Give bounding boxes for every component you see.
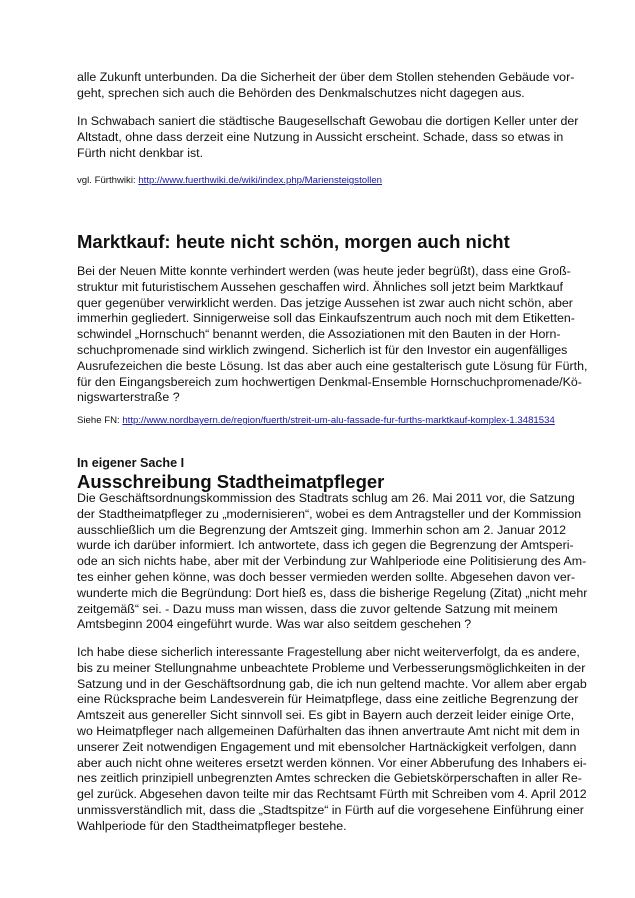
text-line: Amtszeit aus genereller Sicht sinnvoll sei. Es gibt in Bayern auch derzeit leider einige Orte, xyxy=(77,708,575,723)
text-line: nes zeitlich prinzipiell unbegrenzten Amtes schrecken die Gebietskörperschaften in aller Re- xyxy=(77,771,582,786)
text-line: Altstadt, ohne dass derzeit eine Nutzung in Aussicht erscheint. Schade, dass so etwas in xyxy=(77,129,564,144)
text-line: ausschließlich um die Begrenzung der Amtszeit ging. Immerhin schon am 2. Januar 2012 xyxy=(77,522,566,537)
intro-paragraph-1 xyxy=(77,70,577,102)
text-line: Satzung und in der Geschäftsordnung gab, die ich nun geltend machte. Vor allem aber ergab xyxy=(77,676,587,691)
text-line: Wahlperiode für den Stadtheimatpfleger bestehe. xyxy=(77,818,347,833)
text-line: Fürth nicht denkbar ist. xyxy=(77,145,204,160)
text-line: Ausrufezeichen die beste Lösung. Ist das aber auch eine gestalterisch gute Lösung für Fürth, xyxy=(77,358,588,373)
text-line: struktur mit futuristischem Aussehen geschaffen wird. Ähnliches soll jetzt beim Marktkauf xyxy=(77,279,563,294)
text-line: tes einher gehen könne, was doch besser vermieden werden sollte. Abgesehen davon ver- xyxy=(77,569,576,584)
marktkauf-paragraph xyxy=(77,264,588,406)
text-line: immerhin gegliedert. Sinnigerweise soll das Einkaufszentrum auch noch mit dem Etiketten- xyxy=(77,311,575,326)
text-line: nigswarterstraße ? xyxy=(77,390,180,405)
text-line: unserer Zeit notwendigen Engagement und mit ebensolcher Hartnäckigkeit verfolgen, dann xyxy=(77,739,577,754)
stadtheimatpfleger-paragraph-1 xyxy=(77,491,588,633)
text-line: ode an sich nichts habe, aber mit der Verbindung zur Wahlperiode eine Politisierung des Am- xyxy=(77,554,587,569)
text-line: wurde ich darüber informiert. Ich antwortete, dass ich gegen die Begrenzung der Amtsperi- xyxy=(77,538,574,553)
fuerthwiki-reference xyxy=(77,175,577,187)
nordbayern-link[interactable]: http://www.nordbayern.de/region/fuerth/streit-um-alu-fassade-fur-furths-marktkauf-komplex-1.3481534 xyxy=(122,415,555,426)
text-line: geht, sprechen sich auch die Behörden des Denkmalschutzes nicht dagegen aus. xyxy=(77,85,525,100)
text-line: der Stadtheimatpfleger zu „modernisieren“, wobei es dem Antragsteller und der Kommission xyxy=(77,506,582,521)
text-line: für den Eingangsbereich zum hochwertigen Denkmal-Ensemble Hornschuchpromenade/Kö- xyxy=(77,374,582,389)
nordbayern-reference xyxy=(77,415,577,427)
text-line: zeitgemäß“ sei. - Dazu muss man wissen, dass die zuvor geltende Satzung mit meinem xyxy=(77,601,558,616)
reference-label: vgl. Fürthwiki: xyxy=(77,175,139,186)
text-line: Bei der Neuen Mitte konnte verhindert werden (was heute jeder begrüßt), dass eine Groß- xyxy=(77,264,571,278)
text-line: wunderte mich die Begründung: Dort hieß es, dass die bisherige Regelung (Zitat) „nicht mehr xyxy=(77,585,588,600)
reference-label: Siehe FN: xyxy=(77,415,123,426)
intro-paragraph-2 xyxy=(77,114,577,161)
stadtheimatpfleger-paragraph-2 xyxy=(77,645,587,835)
text-line: schuchpromenade sind wirklich zwingend. Sicherlich ist für den Investor ein augenfälliges xyxy=(77,342,568,357)
fuerthwiki-link[interactable]: http://www.fuerthwiki.de/wiki/index.php/Mariensteigstollen xyxy=(138,175,383,186)
text-line: bis zu meiner Stellungnahme unbeachtete Probleme und Verbesserungsmöglichkeiten in der xyxy=(77,660,586,675)
text-line: Amtsbeginn 2004 eingeführt wurde. Was war also seitdem geschehen ? xyxy=(77,617,472,632)
marktkauf-heading: Marktkauf: heute nicht schön, morgen auch nicht xyxy=(77,231,510,252)
text-line: unmissverständlich mit, dass die „Stadtspitze“ in Fürth auf die vorgesehene Einführung einer xyxy=(77,802,584,817)
text-line: quer gegenüber verwirklicht werden. Das jetzige Aussehen ist zwar auch nicht schön, aber xyxy=(77,295,573,310)
text-line: aber auch nicht ohne weiteres ersetzt werden können. Vor einer Abberufung des Inhabers ei- xyxy=(77,755,587,770)
text-line: In Schwabach saniert die städtische Baugesellschaft Gewobau die dortigen Keller unter der xyxy=(77,114,579,128)
stadtheimatpfleger-heading: Ausschreibung Stadtheimatpfleger xyxy=(77,471,385,492)
text-line: eine Rücksprache beim Landesverein für Heimatpflege, dass eine zeitliche Begrenzung der xyxy=(77,692,579,707)
section-kicker: In eigener Sache I xyxy=(77,456,185,470)
text-line: schwindel „Hornschuch“ benannt werden, die Assoziationen mit den Bauten in der Horn- xyxy=(77,327,561,342)
text-line: gel zurück. Abgesehen davon teilte mir das Rechtsamt Fürth mit Schreiben vom 4. April 2012 xyxy=(77,787,587,802)
text-line: Ich habe diese sicherlich interessante Fragestellung aber nicht weiterverfolgt, da es andere, xyxy=(77,645,580,659)
text-line: alle Zukunft unterbunden. Da die Sicherheit der über dem Stollen stehenden Gebäude vor- xyxy=(77,70,575,84)
text-line: Die Geschäftsordnungskommission des Stadtrats schlug am 26. Mai 2011 vor, die Satzung xyxy=(77,491,575,505)
text-line: wo Heimatpfleger nach allgemeinen Dafürhalten das ihnen anvertraute Amt nicht mit dem in xyxy=(77,723,580,738)
